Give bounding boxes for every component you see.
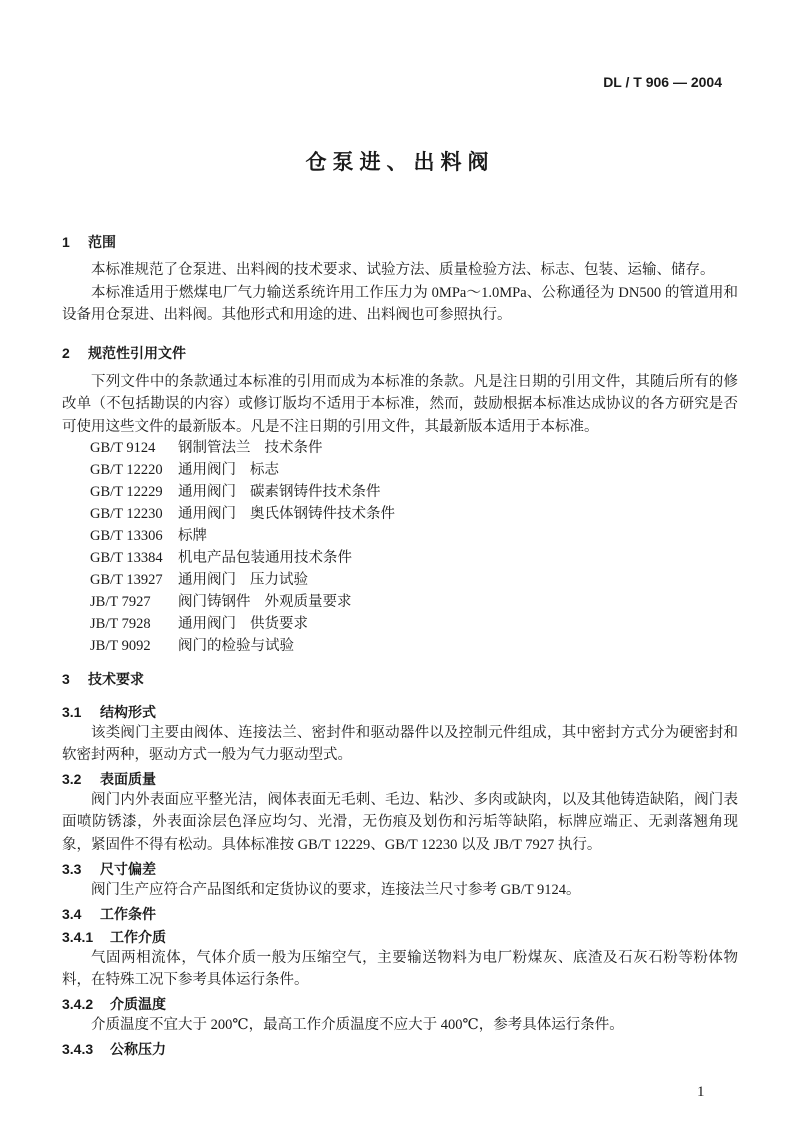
paragraph: 阀门内外表面应平整光洁，阀体表面无毛刺、毛边、粘沙、多肉或缺肉，以及其他铸造缺陷，阀门表面喷防锈漆，外表面涂层色泽应均匀、光滑，无伤痕及划伤和污垢等缺陷，标牌应端正、无剥落翘角现象，紧固件不得有松动。具体标准按 GB/T 12229、GB/T 12230 以及 JB/T 7927 执行。 bbox=[62, 792, 738, 853]
section-title: 工作介质 bbox=[110, 929, 166, 945]
reference-title: 阀门铸钢件 bbox=[178, 594, 251, 610]
reference-item bbox=[90, 591, 395, 613]
section-title: 范围 bbox=[88, 234, 116, 250]
page-number: 1 bbox=[697, 1084, 705, 1100]
section-title: 介质温度 bbox=[110, 996, 166, 1012]
reference-item bbox=[90, 525, 395, 547]
section-number: 3.1 bbox=[62, 704, 82, 720]
reference-title: 阀门的检验与试验 bbox=[178, 638, 294, 654]
reference-item bbox=[90, 613, 395, 635]
reference-title: 碳素钢铸件技术条件 bbox=[250, 484, 381, 500]
reference-title: 奥氏体钢铸件技术条件 bbox=[250, 506, 395, 522]
section-title: 规范性引用文件 bbox=[88, 345, 186, 361]
reference-title: 技术条件 bbox=[264, 440, 323, 456]
section-number: 1 bbox=[62, 234, 70, 250]
section-3-4-heading bbox=[62, 904, 156, 924]
reference-title: 通用阀门 bbox=[178, 616, 236, 632]
paragraph: 气固两相流体，气体介质一般为压缩空气，主要输送物料为电厂粉煤灰、底渣及石灰石粉等粉体物料，在特殊工况下参考具体运行条件。 bbox=[62, 950, 738, 989]
section-3-4-1-heading bbox=[62, 927, 166, 947]
section-title: 技术要求 bbox=[88, 671, 144, 687]
reference-title: 标志 bbox=[250, 462, 279, 478]
section-number: 3.4.2 bbox=[62, 996, 94, 1012]
paragraph: 本标准适用于燃煤电厂气力输送系统许用工作压力为 0MPa～1.0MPa、公称通径为 DN500 的管道用和设备用仓泵进、出料阀。其他形式和用途的进、出料阀也可参照执行。 bbox=[62, 285, 738, 324]
reference-item bbox=[90, 437, 395, 459]
reference-title: 通用阀门 bbox=[178, 572, 236, 588]
paragraph: 阀门生产应符合产品图纸和定货协议的要求，连接法兰尺寸参考 GB/T 9124。 bbox=[91, 882, 581, 898]
page-title: 仓泵进、出料阀 bbox=[305, 150, 495, 174]
section-title: 表面质量 bbox=[100, 771, 156, 787]
reference-code: GB/T 13306 bbox=[90, 528, 163, 544]
reference-code: GB/T 13927 bbox=[90, 572, 163, 588]
reference-item bbox=[90, 547, 395, 569]
reference-code: GB/T 13384 bbox=[90, 550, 163, 566]
reference-code: JB/T 7928 bbox=[90, 616, 151, 632]
paragraph: 下列文件中的条款通过本标准的引用而成为本标准的条款。凡是注日期的引用文件，其随后所有的修改单（不包括勘误的内容）或修订版均不适用于本标准，然而，鼓励根据本标准达成协议的各方研究是否可使用这些文件的最新版本。凡是不注日期的引用文件，其最新版本适用于本标准。 bbox=[62, 374, 738, 435]
reference-title: 外观质量要求 bbox=[264, 594, 352, 610]
reference-list bbox=[90, 437, 395, 657]
section-3-1-heading bbox=[62, 702, 156, 722]
reference-item bbox=[90, 635, 395, 657]
paragraph: 该类阀门主要由阀体、连接法兰、密封件和驱动器件以及控制元件组成，其中密封方式分为硬密封和软密封两种，驱动方式一般为气力驱动型式。 bbox=[62, 725, 738, 764]
section-1-heading bbox=[62, 232, 116, 252]
reference-code: GB/T 12220 bbox=[90, 462, 163, 478]
document-number: DL / T 906 — 2004 bbox=[603, 74, 722, 90]
reference-item bbox=[90, 459, 395, 481]
reference-title: 通用阀门 bbox=[178, 506, 236, 522]
section-number: 2 bbox=[62, 345, 70, 361]
section-number: 3.4.3 bbox=[62, 1041, 94, 1057]
reference-title: 标牌 bbox=[178, 528, 207, 544]
reference-code: GB/T 9124 bbox=[90, 440, 156, 456]
reference-code: JB/T 9092 bbox=[90, 638, 151, 654]
reference-code: GB/T 12229 bbox=[90, 484, 163, 500]
section-title: 尺寸偏差 bbox=[100, 861, 156, 877]
reference-item bbox=[90, 481, 395, 503]
section-3-2-heading bbox=[62, 769, 156, 789]
section-2-heading bbox=[62, 343, 186, 363]
paragraph: 本标准规范了仓泵进、出料阀的技术要求、试验方法、质量检验方法、标志、包装、运输、储存。 bbox=[91, 262, 715, 278]
reference-title: 压力试验 bbox=[250, 572, 308, 588]
section-3-4-3-heading bbox=[62, 1039, 166, 1059]
section-3-4-2-heading bbox=[62, 994, 166, 1014]
section-number: 3.2 bbox=[62, 771, 82, 787]
section-number: 3.3 bbox=[62, 861, 82, 877]
section-number: 3.4.1 bbox=[62, 929, 94, 945]
section-3-3-heading bbox=[62, 859, 156, 879]
reference-title: 钢制管法兰 bbox=[178, 440, 251, 456]
paragraph: 介质温度不宜大于 200℃，最高工作介质温度不应大于 400℃，参考具体运行条件。 bbox=[91, 1017, 624, 1033]
reference-item bbox=[90, 503, 395, 525]
reference-title: 通用阀门 bbox=[178, 462, 236, 478]
reference-item bbox=[90, 569, 395, 591]
section-number: 3 bbox=[62, 671, 70, 687]
section-title: 工作条件 bbox=[100, 906, 156, 922]
reference-title: 机电产品包装通用技术条件 bbox=[178, 550, 352, 566]
reference-code: GB/T 12230 bbox=[90, 506, 163, 522]
reference-title: 供货要求 bbox=[250, 616, 308, 632]
reference-code: JB/T 7927 bbox=[90, 594, 151, 610]
section-title: 结构形式 bbox=[100, 704, 156, 720]
section-number: 3.4 bbox=[62, 906, 82, 922]
section-3-heading bbox=[62, 669, 144, 689]
reference-title: 通用阀门 bbox=[178, 484, 236, 500]
section-title: 公称压力 bbox=[110, 1041, 166, 1057]
